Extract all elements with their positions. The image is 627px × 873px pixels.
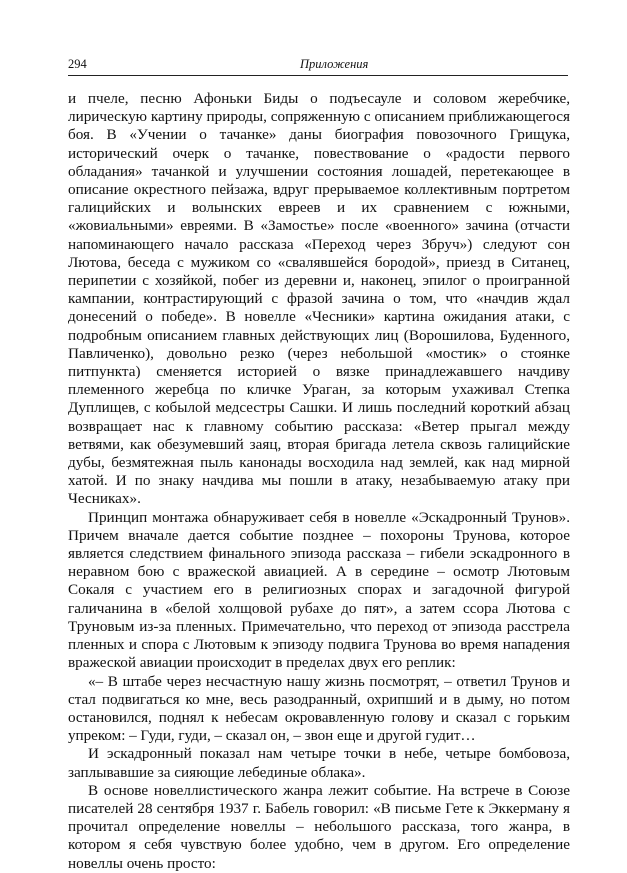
running-header (68, 55, 568, 76)
page-number: 294 (68, 57, 87, 71)
paragraph-quote-end: И эскадронный показал нам четыре точки в небе, четыре бомбовоза, заплывавшие за сияющие лебединые облака». (68, 745, 570, 781)
paragraph: Принцип монтажа обнаруживает себя в новелле «Эскадронный Трунов». Причем вначале дается событие позднее – похороны Трунова, которое является следствием финального эпизода рассказа – гибели эскадронного в неравном бою с вражеской авиацией. А в середине – осмотр Лютовым Сокаля с участием его в религиозных спорах и загадочной фигурой галичанина в «белой холщовой рубахе до пят», а затем ссора Лютова с Труновым из-за пленных. Примечательно, что переход от эпизода расстрела пленных и спора с Лютовым к эпизоду подвига Трунова во время нападения вражеской авиации происходит в пределах двух его реплик: (68, 508, 570, 672)
paragraph: В основе новеллистического жанра лежит событие. На встрече в Союзе писателей 28 сентября 1937 г. Бабель говорил: «В письме Гете к Эккерману я прочитал определение новеллы – небольшого рассказа, того жанра, в котором я себя чувствую более удобно, чем в другом. Его определение новеллы очень просто: (68, 781, 570, 872)
body-text (68, 90, 570, 873)
paragraph-quote: «– В штабе через несчастную нашу жизнь посмотрят, – ответил Трунов и стал подвигаться ко мне, весь разодранный, охрипший и в дыму, но потом остановился, поднял к небесам окровавленную голову и сказал с горьким упреком: – Гуди, гуди, – сказал он, – звон еще и другой гудит… (68, 672, 570, 745)
running-title: Приложения (300, 57, 369, 71)
paragraph: и пчеле, песню Афоньки Биды о подъесауле и соловом жеребчике, лирическую картину природы, сопряженную с описанием приближающегося боя. В «Учении о тачанке» даны биография повозочного Грищука, исторический очерк о тачанке, повествование о «радости первого обладания» тачанкой и улучшении состояния лошадей, перетекающее в описание окрестного пейзажа, вдруг прерываемое коллективным портретом галицийских и волынских евреев и их сравнением с южными, «жовиальными» евреями. В «Замостье» после «военного» зачина (отчасти напоминающего начало рассказа «Переход через Збруч») следуют сон Лютова, беседа с мужиком со «свалявшейся бородой», приезд в Ситанец, перипетии с хозяйкой, побег из деревни и, наконец, эпилог о проигранной кампании, контрастирующий с фразой зачина о том, что «начдив ждал донесений о победе». В новелле «Чесники» картина ожидания атаки, с подробным описанием главных действующих лиц (Ворошилова, Буденного, Павличенко), довольно резко (через небольшой «мостик» о стоянке питпункта) сменяется историей о вязке принадлежавшего начдиву племенного жеребца по кличке Ураган, за которым ухаживал Степка Дуплищев, с кобылой медсестры Сашки. И лишь последний короткий абзац возвращает нас к главному событию рассказа: «Ветер прыгал между ветвями, как обезумевший заяц, вторая бригада летела сквозь галицийские дубы, безмятежная пыль канонады восходила над землей, как над мирной хатой. И по знаку начдива мы пошли в атаку, незабываемую атаку при Чесниках». (68, 90, 570, 508)
